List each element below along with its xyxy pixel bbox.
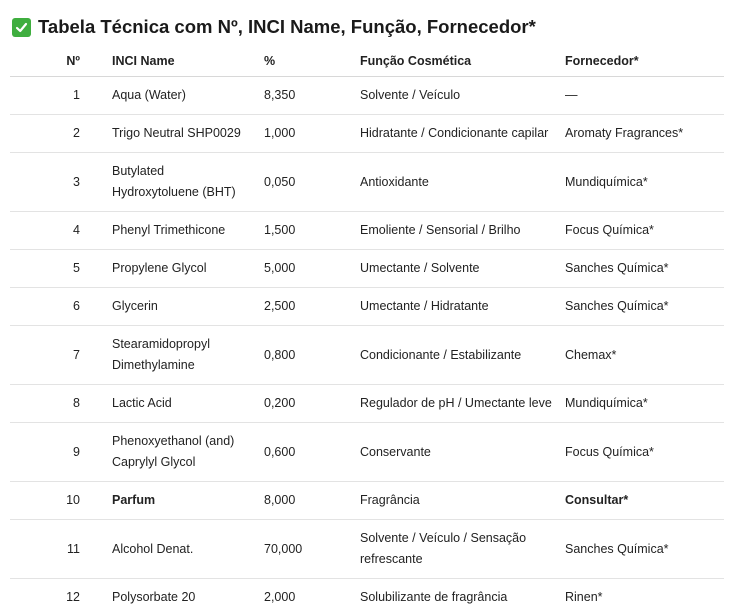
cell-number: 4	[10, 212, 106, 250]
cell-inci: Alcohol Denat.	[106, 520, 258, 579]
cell-supplier: Focus Química*	[559, 212, 724, 250]
cell-inci: Parfum	[106, 482, 258, 520]
cell-function: Condicionante / Estabilizante	[354, 326, 559, 385]
cell-number: 3	[10, 153, 106, 212]
table-row	[10, 288, 724, 326]
table-row	[10, 520, 724, 579]
column-header-function: Função Cosmética	[354, 46, 559, 77]
cell-inci: Polysorbate 20	[112, 590, 196, 604]
table-row	[10, 482, 724, 520]
check-mark-icon	[12, 18, 31, 37]
column-header-percent: %	[258, 46, 354, 77]
cell-supplier: Mundiquímica*	[559, 385, 724, 423]
cell-supplier: Mundiquímica*	[559, 153, 724, 212]
cell-supplier: —	[559, 77, 724, 115]
cell-inci: Stearamidopropyl Dimethylamine	[106, 326, 258, 385]
cell-function: Regulador de pH / Umectante leve	[354, 385, 559, 423]
cell-percent: 8,350	[258, 77, 354, 115]
column-header-supplier: Fornecedor*	[559, 46, 724, 77]
cell-number: 5	[10, 250, 106, 288]
cell-percent: 0,800	[258, 326, 354, 385]
cell-number: 1	[10, 77, 106, 115]
page-heading	[12, 16, 536, 38]
cell-supplier: Aromaty Fragrances*	[559, 115, 724, 153]
cell-inci: Propylene Glycol	[106, 250, 258, 288]
column-header-number: Nº	[10, 46, 106, 77]
cell-inci: Aqua (Water)	[106, 77, 258, 115]
cell-number: 11	[10, 520, 106, 579]
cell-function: Conservante	[354, 423, 559, 482]
table-row	[10, 326, 724, 385]
cell-number: 9	[10, 423, 106, 482]
table-row	[10, 385, 724, 423]
cell-number: 12	[66, 590, 80, 604]
cell-percent: 0,200	[258, 385, 354, 423]
cell-supplier: Sanches Química*	[559, 250, 724, 288]
cell-number: 8	[10, 385, 106, 423]
cell-inci: Phenyl Trimethicone	[106, 212, 258, 250]
table-row	[10, 115, 724, 153]
table-row	[10, 423, 724, 482]
cell-percent: 1,500	[258, 212, 354, 250]
cell-function: Umectante / Hidratante	[354, 288, 559, 326]
cell-number: 7	[10, 326, 106, 385]
cell-number: 10	[10, 482, 106, 520]
cell-function: Hidratante / Condicionante capilar	[354, 115, 559, 153]
cell-supplier: Focus Química*	[559, 423, 724, 482]
cell-function: Antioxidante	[354, 153, 559, 212]
cell-number: 6	[10, 288, 106, 326]
technical-table	[10, 46, 724, 616]
cell-inci: Phenoxyethanol (and) Caprylyl Glycol	[106, 423, 258, 482]
table-row	[10, 250, 724, 288]
cell-percent: 0,600	[258, 423, 354, 482]
cell-function: Solvente / Veículo / Sensação refrescante	[354, 520, 559, 579]
cell-inci: Trigo Neutral SHP0029	[106, 115, 258, 153]
cell-inci: Lactic Acid	[106, 385, 258, 423]
table-row	[10, 579, 724, 616]
cell-percent: 8,000	[258, 482, 354, 520]
cell-supplier: Consultar*	[559, 482, 724, 520]
table-row	[10, 153, 724, 212]
cell-percent: 1,000	[258, 115, 354, 153]
table-header-row	[10, 46, 724, 77]
cell-function: Umectante / Solvente	[354, 250, 559, 288]
column-header-inci: INCI Name	[106, 46, 258, 77]
cell-percent: 5,000	[258, 250, 354, 288]
cell-percent: 2,500	[258, 288, 354, 326]
table-row	[10, 212, 724, 250]
cell-inci: Butylated Hydroxytoluene (BHT)	[106, 153, 258, 212]
cell-supplier: Chemax*	[559, 326, 724, 385]
page-title: Tabela Técnica com Nº, INCI Name, Função, Fornecedor*	[38, 16, 536, 37]
cell-percent: 70,000	[258, 520, 354, 579]
cell-supplier: Sanches Química*	[559, 288, 724, 326]
cell-function: Emoliente / Sensorial / Brilho	[354, 212, 559, 250]
cell-percent: 2,000	[264, 590, 296, 604]
cell-function: Fragrância	[354, 482, 559, 520]
cell-percent: 0,050	[258, 153, 354, 212]
cell-function: Solubilizante de fragrância	[360, 590, 508, 604]
cell-number: 2	[10, 115, 106, 153]
table-row	[10, 77, 724, 115]
cell-inci: Glycerin	[106, 288, 258, 326]
cell-supplier: Rinen*	[565, 590, 603, 604]
cell-supplier: Sanches Química*	[559, 520, 724, 579]
cell-function: Solvente / Veículo	[354, 77, 559, 115]
